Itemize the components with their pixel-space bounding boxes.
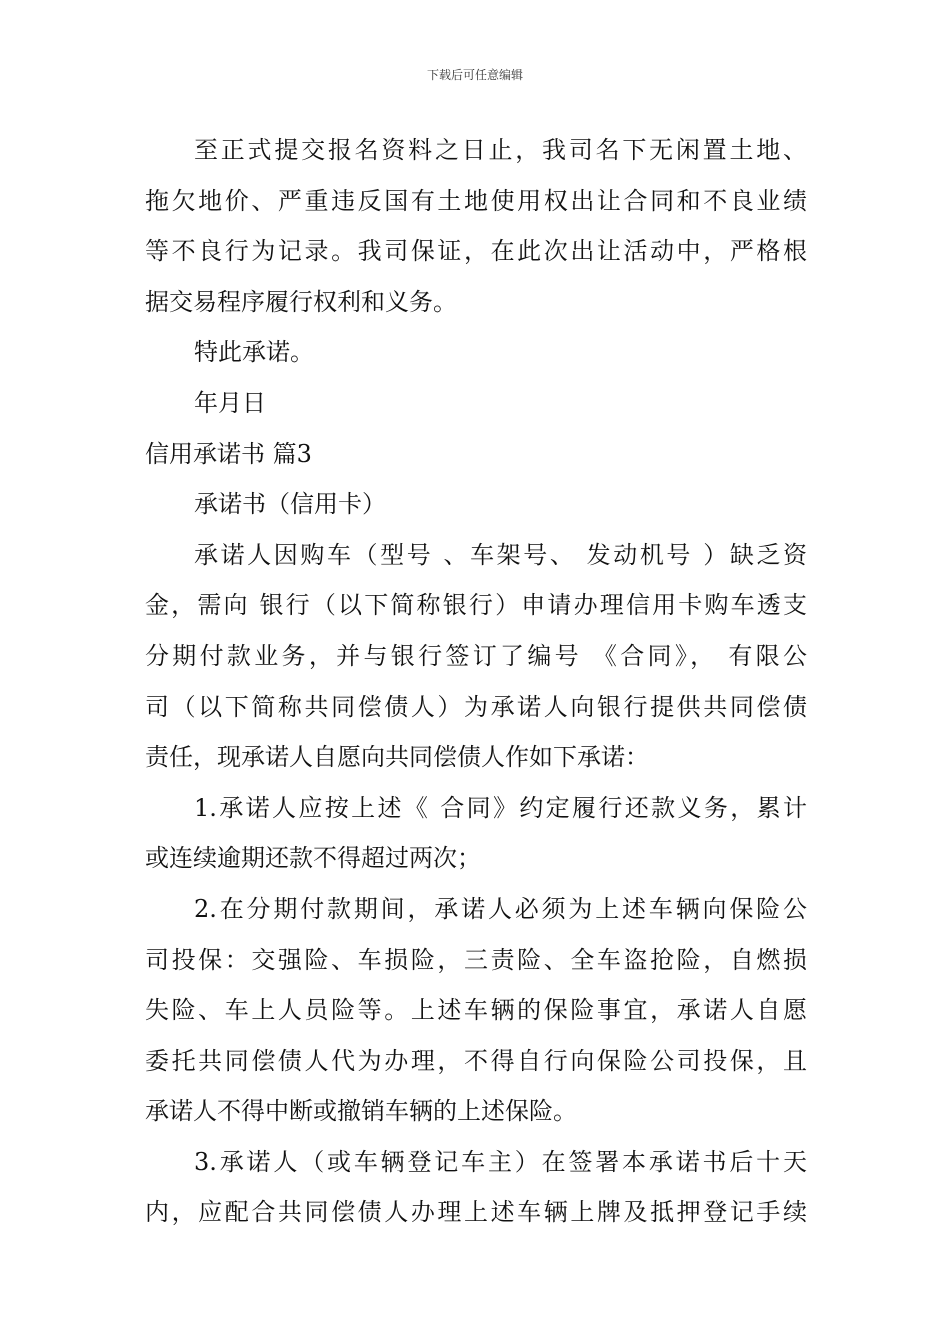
paragraph-line: 拖欠地价、严重违反国有土地使用权出让合同和不良业绩 (145, 186, 807, 215)
paragraph-line: 等不良行为记录。我司保证，在此次出让活动中，严格根 (145, 237, 807, 266)
paragraph-line: 司（以下简称共同偿债人）为承诺人向银行提供共同偿债 (145, 692, 807, 721)
paragraph-line: 委托共同偿债人代为办理，不得自行向保险公司投保，且 (145, 1046, 807, 1075)
document-title: 承诺书（信用卡） (194, 490, 386, 519)
list-item-2: 2.在分期付款期间，承诺人必须为上述车辆向保险公 (194, 894, 807, 923)
list-item-3: 3.承诺人（或车辆登记车主）在签署本承诺书后十天 (194, 1147, 807, 1176)
paragraph-line: 金，需向 银行（以下简称银行）申请办理信用卡购车透支 (145, 591, 807, 620)
paragraph-line: 据交易程序履行权利和义务。 (145, 287, 457, 316)
paragraph-line: 承诺人不得中断或撤销车辆的上述保险。 (145, 1097, 577, 1126)
paragraph-line: 司投保：交强险、车损险，三责险、全车盗抢险，自燃损 (145, 945, 807, 974)
paragraph-line: 内，应配合共同偿债人办理上述车辆上牌及抵押登记手续 (145, 1198, 807, 1227)
page-header: 下载后可任意编辑 (426, 68, 523, 82)
paragraph-line: 责任，现承诺人自愿向共同偿债人作如下承诺： (145, 743, 649, 772)
paragraph-line: 失险、车上人员险等。上述车辆的保险事宜，承诺人自愿 (145, 996, 807, 1025)
list-item-1: 1.承诺人应按上述《 合同》约定履行还款义务，累计 (194, 793, 807, 822)
paragraph-line: 或连续逾期还款不得超过两次； (145, 844, 481, 873)
date-line: 年月日 (194, 388, 266, 417)
document-body (145, 125, 807, 1238)
closing-statement: 特此承诺。 (194, 338, 314, 367)
paragraph-line: 至正式提交报名资料之日止，我司名下无闲置土地、 (194, 136, 807, 164)
paragraph-line: 分期付款业务，并与银行签订了编号 《合同》， 有限公 (145, 641, 807, 670)
section-title: 信用承诺书 篇3 (145, 439, 312, 468)
paragraph-line: 承诺人因购车（型号 、车架号、 发动机号 ）缺乏资 (194, 540, 807, 569)
